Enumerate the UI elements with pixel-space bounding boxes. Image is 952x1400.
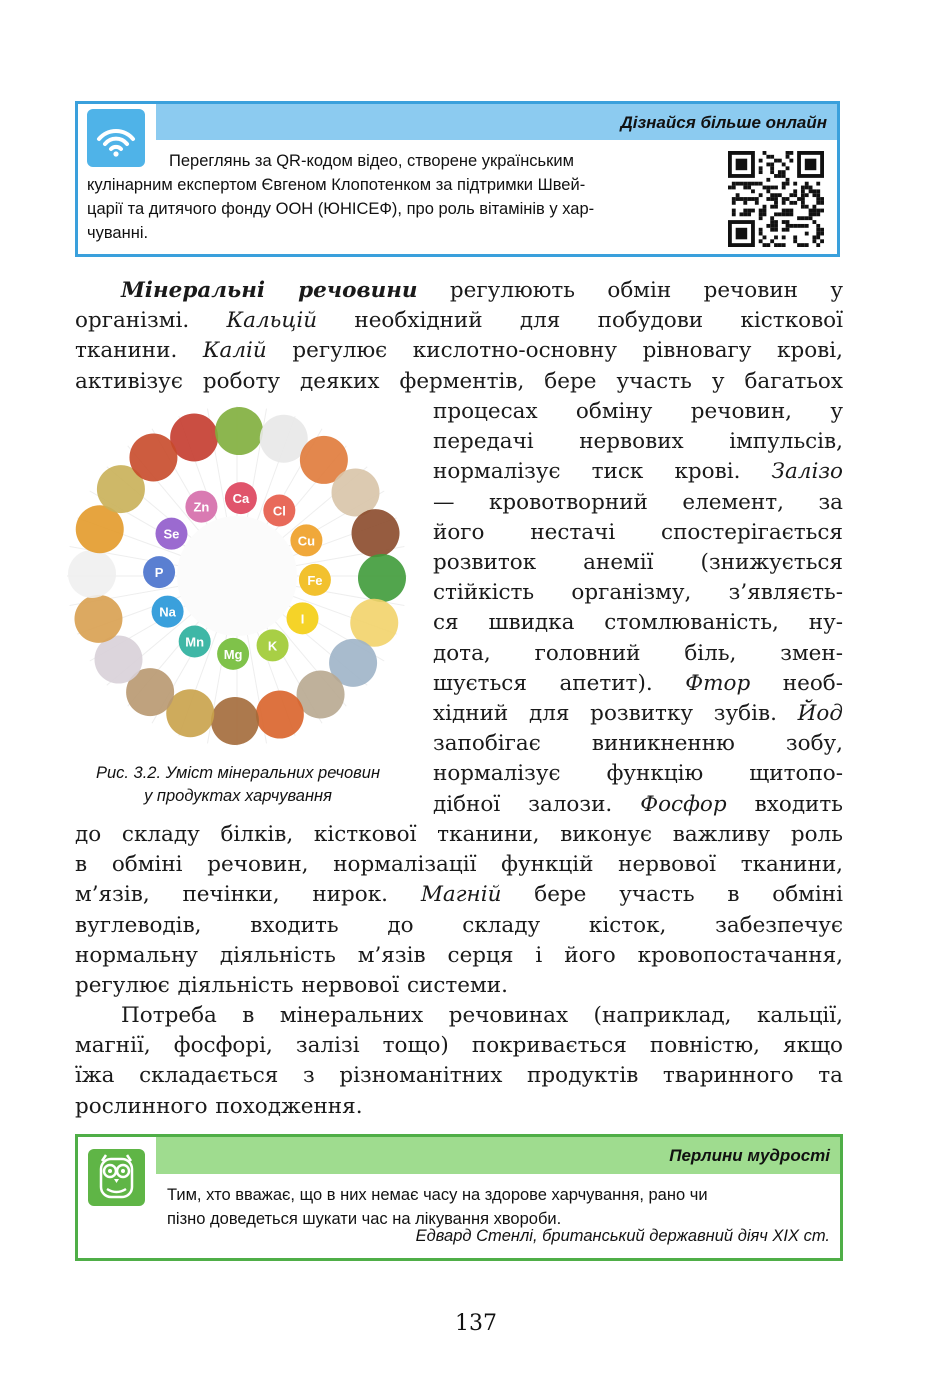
- text-span: необ-: [750, 670, 844, 696]
- text-span: передачі нервових імпульсів,: [433, 429, 843, 455]
- food-item-icon: [68, 550, 116, 598]
- term-calcium: Кальцій: [226, 308, 318, 334]
- wisdom-quote: [167, 1183, 835, 1231]
- text-line: [433, 578, 843, 608]
- figure-caption-line: у продуктах харчування: [144, 787, 332, 805]
- text-line: [433, 759, 843, 789]
- text-line: [75, 880, 843, 910]
- text-line: [75, 911, 843, 941]
- mineral-label: Fe: [307, 572, 323, 588]
- text-span: необхідний для побудови кісткової: [317, 308, 843, 334]
- wisdom-quote-line: пізно доведеться шукати час на лікування хвороби.: [167, 1210, 562, 1228]
- text-span: до складу білків, кісткової тканини, виконує важливу роль: [75, 822, 843, 847]
- text-line: [75, 941, 843, 971]
- text-span: організмі.: [75, 308, 227, 334]
- wisdom-box-header: [156, 1137, 840, 1174]
- text-line: [75, 971, 843, 1001]
- text-span: регулює діяльність нервової системи.: [75, 973, 508, 999]
- qr-code-icon[interactable]: [728, 151, 824, 247]
- text-span: в обміні речовин, нормалізації функцій нервової тканини,: [75, 852, 843, 878]
- mineral-label: Na: [159, 604, 176, 620]
- text-span: активізує роботу деяких ферментів, бере участь у багатьох: [75, 368, 843, 394]
- term-italic: Фосфор: [640, 791, 727, 817]
- mineral-label: Mg: [223, 646, 243, 662]
- food-item-icon: [211, 697, 259, 745]
- text-line: [433, 729, 843, 759]
- text-span: дібної залози.: [433, 791, 641, 817]
- food-item-icon: [352, 509, 400, 557]
- food-item-icon: [358, 554, 406, 602]
- text-span: розвиток анемії (знижується: [433, 550, 843, 576]
- text-line: [433, 790, 843, 820]
- text-span: вуглеводів, входить до складу кісток, забезпечує: [75, 912, 843, 938]
- term-italic: Залізо: [771, 459, 843, 485]
- text-span: його нестачі спостерігається: [433, 519, 843, 545]
- text-span: хідний для розвитку зубів.: [433, 701, 798, 727]
- term-potassium: Калій: [202, 338, 267, 364]
- figure-caption: [60, 762, 416, 808]
- mineral-label: Cu: [297, 533, 316, 549]
- food-item-icon: [256, 691, 304, 739]
- online-box-text: [87, 149, 707, 245]
- owl-icon: [88, 1149, 145, 1206]
- food-item-icon: [332, 468, 380, 516]
- online-text-line: Переглянь за QR-кодом відео, створене українським: [169, 152, 574, 170]
- text-line: [433, 518, 843, 548]
- text-span: нормалізує тиск крові.: [433, 459, 772, 485]
- text-line: [75, 850, 843, 880]
- text-span: шується апетит).: [433, 670, 686, 696]
- paragraph-minerals-top: [75, 276, 843, 397]
- online-box-header: [156, 104, 837, 140]
- wisdom-box: [75, 1134, 843, 1261]
- online-info-box: [75, 101, 840, 257]
- text-span: стійкість організму, з’являєть-: [433, 580, 843, 606]
- text-span: регулюють обмін речовин у: [417, 278, 843, 303]
- text-line: [75, 1061, 843, 1091]
- text-line: [75, 1092, 843, 1122]
- food-item-icon: [129, 433, 177, 481]
- food-item-icon: [297, 671, 345, 719]
- text-line: [433, 397, 843, 427]
- paragraph-minerals-side: [433, 397, 843, 820]
- mineral-label: Mn: [185, 634, 205, 650]
- text-span: м’язів, печінки, нирок.: [75, 882, 421, 908]
- text-span: магнії, фосфорі, залізі тощо) покривається повністю, якщо: [75, 1033, 843, 1059]
- text-line: [75, 820, 843, 850]
- mineral-label: Zn: [193, 499, 210, 515]
- mineral-label: I: [300, 611, 305, 627]
- text-span: рослинного походження.: [75, 1093, 363, 1119]
- mineral-label: Cl: [272, 503, 286, 519]
- online-box-title: Дізнайся більше онлайн: [620, 113, 827, 132]
- text-span: Потреба в мінеральних речовинах (наприклад, кальції,: [121, 1003, 843, 1028]
- text-line: [433, 457, 843, 487]
- text-line: [75, 1031, 843, 1061]
- text-line: [75, 367, 843, 397]
- online-text-line: царії та дитячого фонду ООН (ЮНІСЕФ), про роль вітамінів у хар-: [87, 200, 595, 218]
- text-span: ся швидка стомлюваність, ну-: [433, 610, 843, 636]
- online-text-line: чуванні.: [87, 224, 149, 242]
- text-span: бере участь в обміні: [501, 882, 843, 908]
- wisdom-quote-line: Тим, хто вважає, що в них немає часу на здорове харчування, рано чи: [167, 1186, 708, 1204]
- mineral-label: Ca: [232, 491, 250, 507]
- paragraph-needs: [75, 1001, 843, 1122]
- text-span: запобігає виникненню зобу,: [433, 731, 843, 757]
- term-italic: Магній: [420, 882, 502, 908]
- text-line: [433, 669, 843, 699]
- text-line: [75, 306, 843, 336]
- food-item-icon: [94, 636, 142, 684]
- text-line: [433, 427, 843, 457]
- mineral-label: K: [267, 638, 278, 654]
- mineral-label: Se: [163, 526, 180, 542]
- paragraph-minerals-bottom: [75, 820, 843, 1001]
- text-span: — кровотворний елемент, за: [433, 489, 843, 515]
- wisdom-box-title: Перлини мудрості: [669, 1146, 830, 1165]
- text-line: [433, 488, 843, 518]
- text-span: тканини.: [75, 338, 203, 364]
- text-span: входить: [726, 791, 843, 817]
- mineral-label: P: [154, 565, 164, 581]
- figure-caption-line: Рис. 3.2. Уміст мінеральних речовин: [95, 764, 381, 782]
- term-italic: Фтор: [685, 670, 751, 696]
- wisdom-author: Едвард Стенлі, британський державний діяч XIX ст.: [415, 1227, 830, 1245]
- text-line: [75, 1001, 843, 1031]
- text-line: [433, 608, 843, 638]
- food-item-icon: [74, 595, 122, 643]
- text-span: процесах обміну речовин, у: [433, 399, 843, 424]
- text-span: дота, головний біль, змен-: [433, 640, 843, 666]
- term-minerals: Мінеральні речовини: [121, 278, 418, 303]
- text-span: їжа складається з різноманітних продуктів тваринного та: [75, 1063, 843, 1089]
- minerals-food-figure: [62, 400, 412, 752]
- text-line: [433, 639, 843, 669]
- figure-center: [177, 516, 297, 636]
- text-line: [75, 276, 843, 306]
- text-span: нормальну діяльність м’язів серця і його кровопостачання,: [75, 942, 843, 968]
- term-italic: Йод: [797, 701, 843, 727]
- online-text-line: кулінарним експертом Євгеном Клопотенком за підтримки Швей-: [87, 176, 586, 194]
- text-line: [75, 336, 843, 366]
- food-item-icon: [215, 407, 263, 455]
- page-number: 137: [455, 1311, 497, 1336]
- text-span: нормалізує функцію щитопо-: [433, 761, 843, 787]
- food-item-icon: [170, 413, 218, 461]
- text-line: [433, 699, 843, 729]
- text-line: [433, 548, 843, 578]
- text-span: регулює кислотно-основну рівновагу крові,: [266, 338, 843, 364]
